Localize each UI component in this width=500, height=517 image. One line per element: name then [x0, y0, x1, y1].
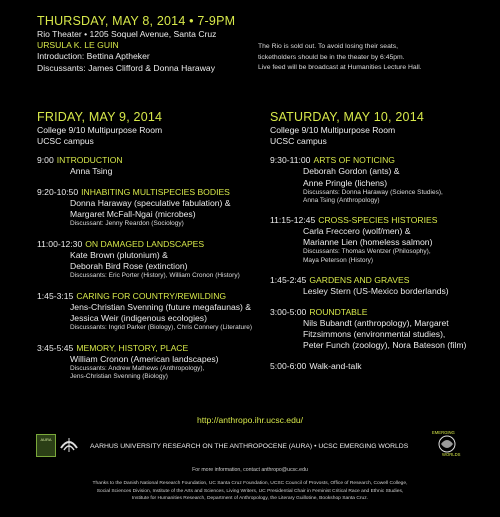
- saturday-schedule: [270, 110, 495, 372]
- session: [270, 275, 495, 297]
- thanks-line: Institute for Humanities Research, Department of Anthropology, the Literary Guillotine, Bookshop Santa Cruz.: [131, 496, 369, 502]
- session-title: ON DAMAGED LANDSCAPES: [85, 238, 205, 249]
- session-speaker: Deborah Gordon (ants) &: [303, 166, 400, 177]
- saturday-campus: UCSC campus: [270, 136, 327, 147]
- session-speaker: Carla Freccero (wolf/men) &: [303, 226, 411, 236]
- session-discussants: Discussants: Eric Porter (History), William Cronon (History): [70, 272, 240, 280]
- thursday-title: THURSDAY, MAY 8, 2014 • 7-9PM: [37, 14, 236, 28]
- session: [270, 361, 495, 372]
- program-name: AARHUS UNIVERSITY RESEARCH ON THE ANTHROPOCENE (AURA) • UCSC EMERGING WORLDS: [90, 443, 409, 450]
- session-title: Walk-and-talk: [309, 361, 362, 372]
- friday-room: College 9/10 Multipurpose Room: [37, 125, 163, 135]
- session-discussants: Discussant: Jenny Reardon (Sociology): [70, 220, 184, 228]
- thursday-introduction: Introduction: Bettina Aptheker: [37, 51, 150, 62]
- session-title: CARING FOR COUNTRY/REWILDING: [76, 290, 227, 301]
- session-speaker: Kate Brown (plutonium) &: [70, 249, 168, 260]
- session-title: MEMORY, HISTORY, PLACE: [76, 342, 189, 353]
- thursday-discussants: Discussants: James Clifford & Donna Haraway: [37, 62, 215, 73]
- session-header: [37, 239, 262, 250]
- emerging-worlds-logo: [432, 428, 462, 458]
- session: [270, 307, 495, 352]
- session: [37, 187, 262, 229]
- session-header: [270, 215, 495, 226]
- session-speaker: Jessica Weir (indigenous ecologies): [70, 312, 207, 323]
- rio-notice: [258, 42, 488, 74]
- session-header: [270, 361, 495, 372]
- session-header: [270, 275, 495, 286]
- session-time: 11:00-12:30: [37, 238, 83, 249]
- friday-schedule: [37, 110, 262, 382]
- session-speaker: Jens-Christian Svenning (future megafaunas) &: [70, 301, 252, 312]
- session: [270, 215, 495, 266]
- session-speaker: Anna Tsing: [70, 166, 113, 177]
- ew-logo-bottom: WORLDS: [442, 452, 461, 457]
- session-speaker: Deborah Bird Rose (extinction): [70, 260, 188, 271]
- session-speaker: Margaret McFall-Ngai (microbes): [70, 208, 196, 219]
- session-header: [37, 155, 262, 166]
- session-time: 5:00-6:00: [270, 361, 307, 372]
- session-time: 11:15-12:45: [270, 215, 316, 225]
- session-header: [270, 155, 495, 166]
- saturday-sessions: [270, 155, 495, 372]
- friday-sessions: [37, 155, 262, 382]
- session-speaker: Anne Pringle (lichens): [303, 177, 388, 188]
- session: [37, 343, 262, 382]
- session-title: ARTS OF NOTICING: [313, 155, 395, 166]
- session-discussants: Anna Tsing (Anthropology): [303, 197, 380, 205]
- session-speaker: Peter Funch (zoology), Nora Bateson (film): [303, 340, 467, 351]
- session-speaker: Lesley Stern (US-Mexico borderlands): [303, 285, 449, 296]
- friday-campus: UCSC campus: [37, 136, 94, 147]
- session-title: ROUNDTABLE: [309, 306, 368, 317]
- aura-logo-text: AURA: [40, 437, 52, 442]
- thursday-speaker: URSULA K. LE GUIN: [37, 40, 119, 51]
- session-title: CROSS-SPECIES HISTORIES: [318, 215, 438, 225]
- notice-line: The Rio is sold out. To avoid losing their seats,: [258, 43, 399, 50]
- session-title: GARDENS AND GRAVES: [309, 274, 410, 285]
- session-title: INHABITING MULTISPECIES BODIES: [81, 186, 230, 197]
- thursday-event: [37, 14, 287, 74]
- session: [37, 155, 262, 177]
- session: [270, 155, 495, 206]
- thursday-venue: Rio Theater • 1205 Soquel Avenue, Santa Cruz: [37, 29, 217, 39]
- session-speaker: Fitzsimmons (environmental studies),: [303, 329, 446, 339]
- session-discussants: Maya Peterson (History): [303, 257, 374, 264]
- session-discussants: Jens-Christian Svenning (Biology): [70, 373, 168, 381]
- session-title: INTRODUCTION: [56, 155, 123, 166]
- thanks-line: Thanks to the Danish National Research Foundation, UC Santa Cruz Foundation, UCSC Council of Provosts, Office of Research, Cowell College,: [92, 481, 408, 486]
- aarhus-university-logo: [58, 433, 80, 455]
- notice-line: ticketholders should be in the theater by 6:45pm.: [258, 53, 405, 61]
- thanks-line: Social Sciences Division, Institute of the Arts and Sciences, Living Writers, UC Presidential Chair in Feminist Critical Race and Ethnic Studies,: [96, 488, 404, 494]
- session-time: 9:20-10:50: [37, 186, 79, 197]
- session-header: [37, 343, 262, 354]
- session-header: [37, 187, 262, 198]
- session-time: 3:45-5:45: [37, 342, 74, 353]
- session-header: [270, 307, 495, 318]
- session-time: 1:45-2:45: [270, 274, 307, 285]
- session-speaker: Marianne Lien (homeless salmon): [303, 237, 433, 248]
- session: [37, 239, 262, 281]
- session-speaker: Nils Bubandt (anthropology), Margaret: [303, 317, 449, 328]
- session-speaker: William Cronon (American landscapes): [70, 353, 219, 364]
- saturday-title: SATURDAY, MAY 10, 2014: [270, 110, 425, 124]
- session-time: 3:00-5:00: [270, 306, 307, 317]
- session-discussants: Discussants: Donna Haraway (Science Studies),: [303, 188, 443, 196]
- acknowledgements: [22, 480, 478, 503]
- session-speaker: Donna Haraway (speculative fabulation) &: [70, 197, 231, 208]
- session-discussants: Discussants: Ingrid Parker (Biology), Chris Connery (Literature): [70, 324, 253, 332]
- contact-info: For more information, contact anthropo@ucsc.edu: [192, 467, 308, 473]
- session-header: [37, 291, 262, 302]
- notice-line: Live feed will be broadcast at Humanities Lecture Hall.: [258, 64, 422, 71]
- session-time: 9:30-11:00: [270, 155, 311, 166]
- session: [37, 291, 262, 333]
- aura-logo: [36, 434, 56, 457]
- session-time: 1:45-3:15: [37, 290, 74, 301]
- session-discussants: Discussants: Andrew Mathews (Anthropology),: [70, 364, 205, 372]
- friday-title: FRIDAY, MAY 9, 2014: [37, 110, 163, 124]
- saturday-room: College 9/10 Multipurpose Room: [270, 125, 396, 135]
- website-link[interactable]: http://anthropo.ihr.ucsc.edu/: [196, 415, 304, 425]
- session-time: 9:00: [37, 155, 54, 166]
- ew-logo-top: EMERGING: [432, 430, 455, 435]
- sponsor-logos: [36, 428, 466, 458]
- session-discussants: Discussants: Thomas Wentzer (Philosophy),: [303, 248, 431, 256]
